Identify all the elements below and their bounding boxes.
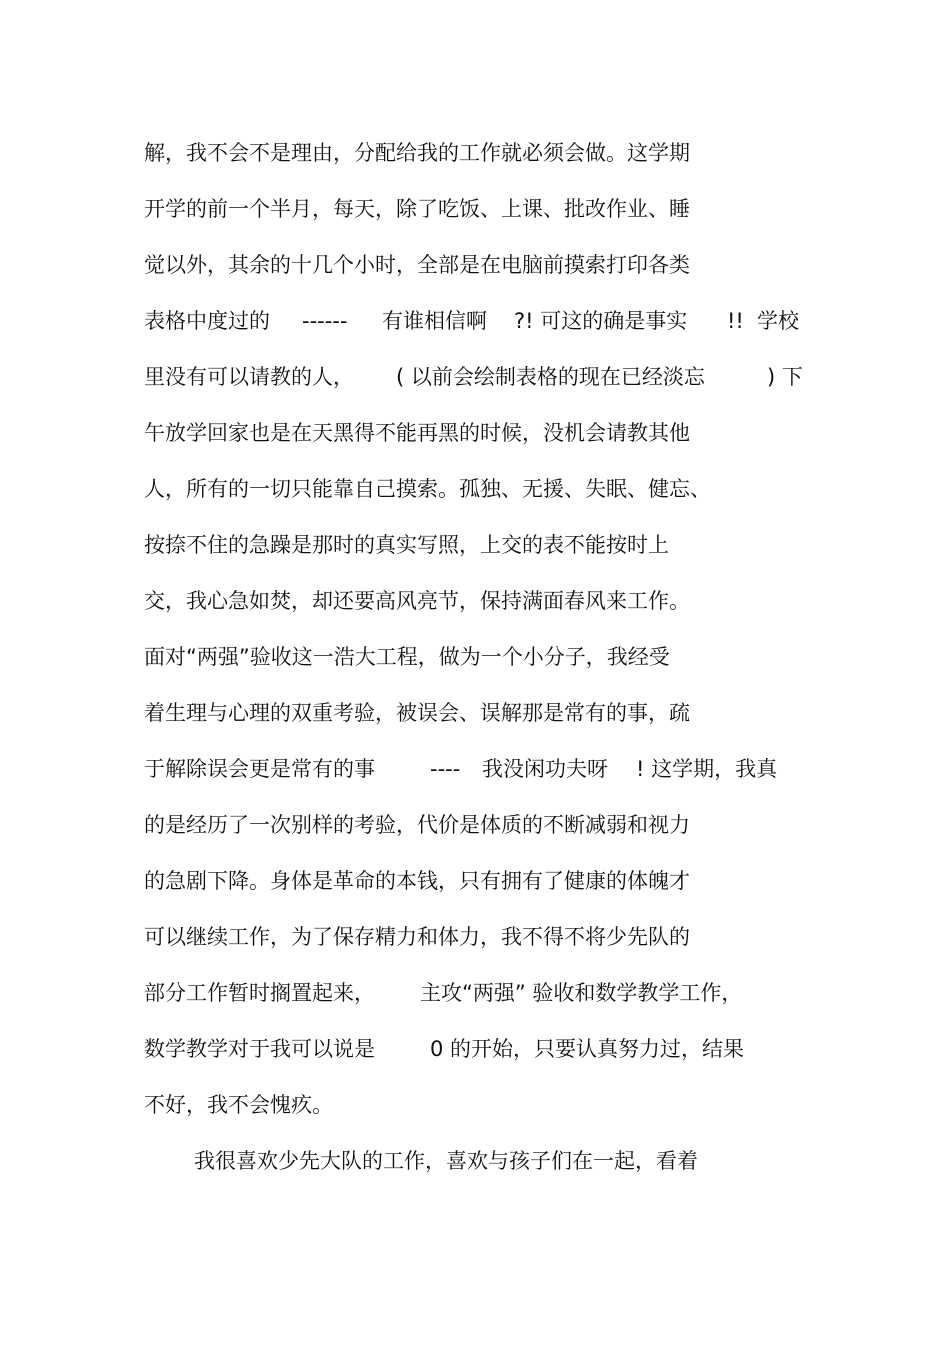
text-line bbox=[0, 530, 950, 560]
text-line bbox=[0, 138, 950, 168]
text-line bbox=[0, 250, 950, 280]
text-line bbox=[0, 194, 950, 224]
text-segment: !! bbox=[727, 309, 744, 333]
text-segment: ------ bbox=[302, 309, 348, 333]
text-segment: 0 的开始，只要认真努力过，结果 bbox=[430, 1037, 745, 1061]
text-line bbox=[0, 362, 950, 392]
text-line bbox=[0, 1034, 950, 1064]
text-line bbox=[0, 586, 950, 616]
text-segment: ( 以前会绘制表格的现在已经淡忘 bbox=[396, 365, 705, 389]
text-line bbox=[0, 418, 950, 448]
text-line bbox=[0, 810, 950, 840]
text-segment: 数学教学对于我可以说是 bbox=[144, 1037, 375, 1061]
text-segment: ?! 可这的确是事实 bbox=[514, 309, 688, 333]
text-segment: ! 这学期，我真 bbox=[636, 757, 778, 781]
text-line bbox=[0, 698, 950, 728]
text-line bbox=[0, 474, 950, 504]
text-line bbox=[0, 642, 950, 672]
text-line bbox=[0, 754, 950, 784]
text-segment: 交，我心急如焚，却还要高风亮节，保持满面春风来工作。 bbox=[144, 589, 690, 613]
text-segment: 解，我不会不是理由，分配给我的工作就必须会做。这学期 bbox=[144, 141, 690, 165]
text-segment: ) 下 bbox=[767, 365, 803, 389]
text-segment: 不好，我不会愧疚。 bbox=[144, 1093, 333, 1117]
text-segment: 的急剧下降。身体是革命的本钱，只有拥有了健康的体魄才 bbox=[144, 869, 690, 893]
text-segment: 主攻“两强” 验收和数学教学工作， bbox=[420, 981, 743, 1005]
text-segment: 可以继续工作，为了保存精力和体力，我不得不将少先队的 bbox=[144, 925, 690, 949]
text-segment: ---- bbox=[430, 757, 461, 781]
text-line bbox=[0, 922, 950, 952]
text-segment: 里没有可以请教的人， bbox=[144, 365, 354, 389]
text-line bbox=[0, 866, 950, 896]
text-segment: 学校 bbox=[757, 309, 799, 333]
text-segment: 人，所有的一切只能靠自己摸索。孤独、无援、失眠、健忘、 bbox=[144, 477, 711, 501]
text-segment: 于解除误会更是常有的事 bbox=[144, 757, 375, 781]
text-line bbox=[0, 978, 950, 1008]
text-segment: 午放学回家也是在天黑得不能再黑的时候，没机会请教其他 bbox=[144, 421, 690, 445]
text-segment: 我没闲功夫呀 bbox=[482, 757, 608, 781]
text-segment: 开学的前一个半月，每天，除了吃饭、上课、批改作业、睡 bbox=[144, 197, 690, 221]
text-segment: 部分工作暂时搁置起来， bbox=[144, 981, 375, 1005]
text-segment: 觉以外，其余的十几个小时，全部是在电脑前摸索打印各类 bbox=[144, 253, 690, 277]
text-line bbox=[0, 306, 950, 336]
text-segment: 着生理与心理的双重考验，被误会、误解那是常有的事，疏 bbox=[144, 701, 690, 725]
text-line bbox=[0, 1090, 950, 1120]
text-line bbox=[0, 1146, 950, 1176]
text-segment: 表格中度过的 bbox=[144, 309, 270, 333]
text-segment: 的是经历了一次别样的考验，代价是体质的不断减弱和视力 bbox=[144, 813, 690, 837]
text-segment: 我很喜欢少先大队的工作，喜欢与孩子们在一起，看着 bbox=[194, 1149, 698, 1173]
text-segment: 面对“两强”验收这一浩大工程，做为一个小分子，我经受 bbox=[144, 645, 670, 669]
text-segment: 按捺不住的急躁是那时的真实写照，上交的表不能按时上 bbox=[144, 533, 669, 557]
text-segment: 有谁相信啊 bbox=[382, 309, 487, 333]
